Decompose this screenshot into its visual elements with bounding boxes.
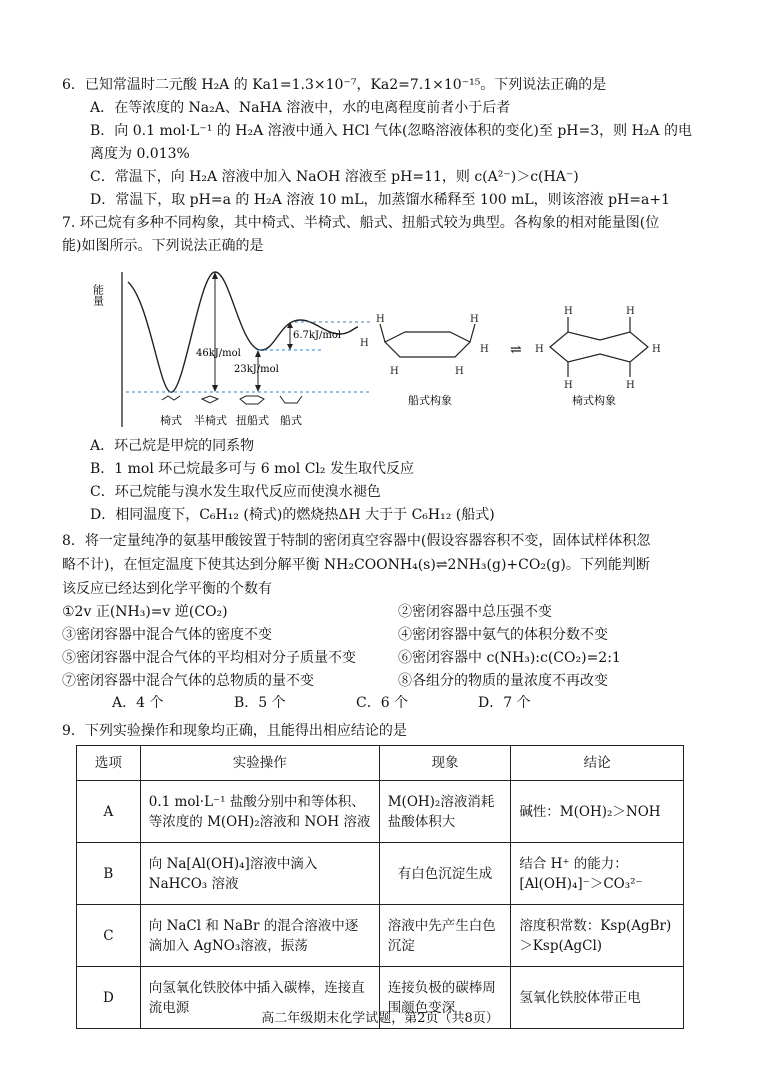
h-label: H bbox=[360, 338, 369, 349]
page-footer: 高二年级期末化学试题，第2页（共8页） bbox=[261, 1011, 499, 1026]
q8-stem-line1: 8．将一定量纯净的氨基甲酸铵置于特制的密闭真空容器中(假设容器容积不变，固体试样体积忽 bbox=[62, 533, 651, 549]
conf-label-twist-boat: 扭船式 bbox=[236, 414, 269, 427]
row-b-conclusion: 结合 H⁺ 的能力：[Al(OH)₄]⁻＞CO₃²⁻ bbox=[511, 843, 684, 905]
row-d-phenomenon: 连接负极的碳棒周围颜色变深 bbox=[379, 967, 511, 1029]
q7-option-a: A．环己烷是甲烷的同系物 bbox=[90, 438, 255, 454]
q6-option-a: A．在等浓度的 Na₂A、NaHA 溶液中，水的电离程度前者小于后者 bbox=[90, 100, 511, 116]
h-label: H bbox=[376, 314, 385, 325]
boat-structure bbox=[380, 324, 475, 357]
energy-label-46: 46kJ/mol bbox=[196, 348, 241, 359]
row-a-operation: 0.1 mol·L⁻¹ 盐酸分别中和等体积、等浓度的 M(OH)₂溶液和 NOH 溶液 bbox=[140, 781, 379, 843]
q6-option-b-line2: 离度为 0.013% bbox=[90, 146, 190, 162]
q8-options bbox=[112, 692, 672, 712]
h-label: H bbox=[455, 366, 464, 377]
h-label: H bbox=[390, 366, 399, 377]
row-d-operation: 向氢氧化铁胶体中插入碳棒，连接直流电源 bbox=[140, 967, 379, 1029]
q8-stem-line3: 该反应已经达到化学平衡的个数有 bbox=[62, 581, 272, 597]
col-header-conclusion: 结论 bbox=[511, 746, 684, 781]
h-label: H bbox=[564, 306, 573, 317]
table-row bbox=[77, 905, 684, 967]
energy-label-23: 23kJ/mol bbox=[234, 364, 279, 375]
row-b-phenomenon: 有白色沉淀生成 bbox=[379, 843, 511, 905]
h-label: H bbox=[470, 314, 479, 325]
table-row bbox=[77, 781, 684, 843]
h-label: H bbox=[535, 344, 544, 355]
boat-caption: 船式构象 bbox=[408, 394, 452, 407]
conf-label-boat: 船式 bbox=[280, 414, 302, 427]
chair-caption: 椅式构象 bbox=[572, 394, 616, 407]
h-label: H bbox=[564, 380, 573, 391]
h-label: H bbox=[626, 306, 635, 317]
chair-structure bbox=[550, 317, 648, 377]
q7-energy-diagram bbox=[90, 262, 690, 432]
row-c-operation: 向 NaCl 和 NaBr 的混合溶液中逐滴加入 AgNO₃溶液，振荡 bbox=[140, 905, 379, 967]
q8-item-6: ⑥密闭容器中 c(NH₃):c(CO₂)=2:1 bbox=[398, 650, 621, 666]
q7-option-d: D．相同温度下，C₆H₁₂ (椅式)的燃烧热ΔH 大于于 C₆H₁₂ (船式) bbox=[90, 507, 495, 523]
q8-item-5: ⑤密闭容器中混合气体的平均相对分子质量不变 bbox=[62, 650, 356, 666]
svg-text:⇌: ⇌ bbox=[510, 342, 522, 358]
q7-stem-line1: 7. 环己烷有多种不同构象，其中椅式、半椅式、船式、扭船式较为典型。各构象的相对能量图(位 bbox=[62, 215, 660, 231]
row-a-option: A bbox=[77, 781, 141, 843]
q8-option-a: A．4 个 bbox=[112, 695, 164, 711]
q7-option-c: C．环己烷能与溴水发生取代反应而使溴水褪色 bbox=[90, 484, 381, 500]
table-row bbox=[77, 843, 684, 905]
q9-table bbox=[76, 745, 684, 1029]
q8-item-8: ⑧各组分的物质的量浓度不再改变 bbox=[398, 673, 608, 689]
q6-stem: 6．已知常温时二元酸 H₂A 的 Ka1=1.3×10⁻⁷，Ka2=7.1×10⁻¹⁵。下列说法正确的是 bbox=[62, 77, 607, 93]
q8-item-3: ③密闭容器中混合气体的密度不变 bbox=[62, 627, 272, 643]
h-label: H bbox=[626, 380, 635, 391]
col-header-phenomenon: 现象 bbox=[379, 746, 511, 781]
h-label: H bbox=[480, 344, 489, 355]
row-c-option: C bbox=[77, 905, 141, 967]
q6-option-c: C．常温下，向 H₂A 溶液中加入 NaOH 溶液至 pH=11，则 c(A²⁻)＞c(HA⁻) bbox=[90, 169, 579, 185]
q8-item-1: ①2v 正(NH₃)=v 逆(CO₂) bbox=[62, 604, 228, 620]
q9-stem: 9．下列实验操作和现象均正确，且能得出相应结论的是 bbox=[62, 723, 407, 739]
row-d-conclusion: 氢氧化铁胶体带正电 bbox=[511, 967, 684, 1029]
q7-option-b: B．1 mol 环己烷最多可与 6 mol Cl₂ 发生取代反应 bbox=[90, 461, 414, 477]
q8-item-2: ②密闭容器中总压强不变 bbox=[398, 604, 552, 620]
q6-option-d: D．常温下，取 pH=a 的 H₂A 溶液 10 mL，加蒸馏水稀释至 100 mL，则该溶液 pH=a+1 bbox=[90, 192, 671, 208]
energy-axis-label: 能量 bbox=[91, 284, 105, 306]
q8-option-d: D．7 个 bbox=[478, 695, 531, 711]
q6-option-b-line1: B．向 0.1 mol·L⁻¹ 的 H₂A 溶液中通入 HCl 气体(忽略溶液体积的变化)至 pH=3，则 H₂A 的电 bbox=[90, 123, 692, 139]
conf-label-chair: 椅式 bbox=[160, 414, 182, 427]
energy-label-6.7: 6.7kJ/mol bbox=[293, 330, 342, 341]
q8-option-b: B．5 个 bbox=[234, 695, 286, 711]
col-header-operation: 实验操作 bbox=[140, 746, 379, 781]
q8-option-c: C．6 个 bbox=[356, 695, 409, 711]
h-label: H bbox=[652, 344, 661, 355]
q8-item-7: ⑦密闭容器中混合气体的总物质的量不变 bbox=[62, 673, 314, 689]
q7-stem-line2: 能)如图所示。下列说法正确的是 bbox=[62, 238, 264, 254]
row-c-phenomenon: 溶液中先产生白色沉淀 bbox=[379, 905, 511, 967]
table-header-row bbox=[77, 746, 684, 781]
row-b-option: B bbox=[77, 843, 141, 905]
row-b-operation: 向 Na[Al(OH)₄]溶液中滴入 NaHCO₃ 溶液 bbox=[140, 843, 379, 905]
row-a-conclusion: 碱性：M(OH)₂＞NOH bbox=[511, 781, 684, 843]
row-a-phenomenon: M(OH)₂溶液消耗盐酸体积大 bbox=[379, 781, 511, 843]
row-c-conclusion: 溶度积常数：Ksp(AgBr)＞Ksp(AgCl) bbox=[511, 905, 684, 967]
q8-stem-line2: 略不计)，在恒定温度下使其达到分解平衡 NH₂COONH₄(s)⇌2NH₃(g)+CO₂(g)。下列能判断 bbox=[62, 557, 650, 573]
col-header-option: 选项 bbox=[77, 746, 141, 781]
q8-item-4: ④密闭容器中氨气的体积分数不变 bbox=[398, 627, 608, 643]
conf-label-half-chair: 半椅式 bbox=[194, 414, 227, 427]
row-d-option: D bbox=[77, 967, 141, 1029]
